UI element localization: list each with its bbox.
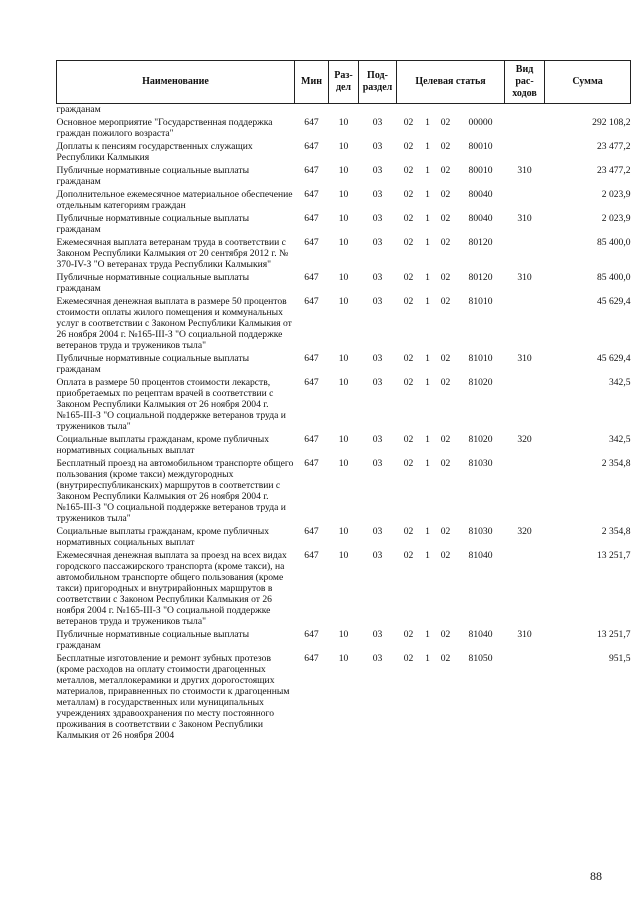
cell-target-subprogram: 1: [425, 296, 430, 307]
table-row: [57, 104, 631, 118]
table-header-row: [57, 61, 631, 104]
header-min: Мин: [295, 61, 329, 104]
cell-summa: 2 023,9: [601, 189, 631, 200]
table-row: [57, 213, 631, 237]
cell-razdel: 10: [338, 165, 349, 176]
table-row: [57, 629, 631, 653]
cell-razdel: 10: [338, 141, 349, 152]
cell-target-direction: 81050: [468, 653, 493, 664]
cell-min: 647: [304, 165, 319, 176]
cell-vid-rashodov: [505, 117, 545, 141]
cell-podrazdel: [359, 104, 397, 118]
cell-summa: 2 354,8: [601, 458, 631, 469]
cell-target-program: 02: [403, 629, 414, 640]
table-row: [57, 237, 631, 272]
cell-name: Основное мероприятие "Государственная поддержка граждан пожилого возраста": [56, 117, 273, 139]
cell-target-program: 02: [403, 213, 414, 224]
cell-min: 647: [304, 526, 319, 537]
table-row: [57, 141, 631, 165]
cell-podrazdel: 03: [372, 353, 383, 364]
cell-target-event: 02: [440, 213, 451, 224]
cell-target-program: 02: [403, 117, 414, 128]
cell-razdel: [329, 104, 359, 118]
cell-razdel: 10: [338, 117, 349, 128]
table-row: [57, 434, 631, 458]
cell-name: Ежемесячная денежная выплата за проезд на всех видах городского пассажирского транспорта (кроме такси), на автомобильном транспорте общего пользования (кроме такси) пригородных и внутрирайонных маршрутов в соответствии с Законом Республики Калмыкия от 26 ноября 2004 г. №165-III-З "О социальной поддержке ветеранов труда и тружеников тыла": [56, 550, 287, 627]
table-row: [57, 117, 631, 141]
cell-summa: 342,5: [608, 377, 631, 388]
cell-target-subprogram: 1: [425, 526, 430, 537]
cell-target-subprogram: 1: [425, 353, 430, 364]
cell-target-program: 02: [403, 458, 414, 469]
cell-target-direction: 81010: [468, 296, 493, 307]
cell-target-program: 02: [403, 237, 414, 248]
cell-target-direction: 80120: [468, 237, 493, 248]
cell-razdel: 10: [338, 458, 349, 469]
cell-vid-rashodov: 310: [517, 353, 532, 364]
cell-target-program: 02: [403, 141, 414, 152]
cell-target-subprogram: 1: [425, 629, 430, 640]
cell-vid-rashodov: [505, 550, 545, 629]
cell-vid-rashodov: [505, 296, 545, 353]
cell-target-program: 02: [403, 165, 414, 176]
cell-vid-rashodov: 310: [517, 629, 532, 640]
cell-summa: 45 629,4: [596, 353, 631, 364]
cell-target-direction: 81020: [468, 434, 493, 445]
cell-min: 647: [304, 117, 319, 128]
cell-vid-rashodov: [505, 653, 545, 743]
cell-target-subprogram: 1: [425, 653, 430, 664]
cell-podrazdel: 03: [372, 653, 383, 664]
table-row: [57, 296, 631, 353]
cell-target-program: [397, 104, 421, 118]
cell-razdel: 10: [338, 189, 349, 200]
cell-vid-rashodov: [505, 377, 545, 434]
table-row: [57, 458, 631, 526]
header-summa: Сумма: [545, 61, 631, 104]
cell-razdel: 10: [338, 526, 349, 537]
cell-min: 647: [304, 272, 319, 283]
cell-vid-rashodov: 310: [517, 165, 532, 176]
table-row: [57, 377, 631, 434]
cell-min: 647: [304, 353, 319, 364]
cell-target-subprogram: 1: [425, 189, 430, 200]
cell-target-subprogram: 1: [425, 434, 430, 445]
cell-target-direction: 81040: [468, 629, 493, 640]
cell-name: Публичные нормативные социальные выплаты гражданам: [56, 629, 250, 651]
cell-podrazdel: 03: [372, 272, 383, 283]
cell-vid-rashodov: 310: [517, 213, 532, 224]
cell-name: Бесплатные изготовление и ремонт зубных протезов (кроме расходов на оплату стоимости драгоценных металлов, металлокерамики и других дорогостоящих материалов, приравненных по стоимости к драгоценным металлам) в государственных или муниципальных учреждениях здравоохранения по месту постоянного проживания в соответствии с Законом Республики Калмыкия от 26 ноября 2004: [56, 653, 290, 741]
cell-podrazdel: 03: [372, 141, 383, 152]
cell-name: Ежемесячная денежная выплата в размере 50 процентов стоимости оплаты жилого помещения и коммунальных услуг в соответствии с Законом Республики Калмыкия от 26 ноября 2004 г. №165-III-З "О социальной поддержке ветеранов труда и тружеников тыла": [56, 296, 292, 351]
table-row: [57, 550, 631, 629]
cell-podrazdel: 03: [372, 213, 383, 224]
cell-target-program: 02: [403, 272, 414, 283]
cell-summa: 951,5: [608, 653, 631, 664]
cell-summa: 292 108,2: [592, 117, 631, 128]
cell-summa: 13 251,7: [596, 550, 631, 561]
page-number: 88: [590, 869, 602, 883]
table-row: [57, 189, 631, 213]
cell-vid-rashodov: [505, 189, 545, 213]
cell-target-event: 02: [440, 458, 451, 469]
cell-razdel: 10: [338, 653, 349, 664]
cell-vid-rashodov: [505, 237, 545, 272]
cell-target-program: 02: [403, 526, 414, 537]
cell-target-event: 02: [440, 296, 451, 307]
cell-vid-rashodov: [505, 141, 545, 165]
cell-target-event: 02: [440, 434, 451, 445]
cell-min: 647: [304, 296, 319, 307]
cell-razdel: 10: [338, 629, 349, 640]
header-razdel: Раз- дел: [329, 61, 359, 104]
cell-razdel: 10: [338, 213, 349, 224]
cell-target-direction: 80040: [468, 189, 493, 200]
cell-target-subprogram: 1: [425, 237, 430, 248]
cell-name: гражданам: [56, 104, 101, 115]
cell-razdel: 10: [338, 237, 349, 248]
cell-min: 647: [304, 213, 319, 224]
cell-min: 647: [304, 653, 319, 664]
cell-target-event: 02: [440, 141, 451, 152]
cell-podrazdel: 03: [372, 629, 383, 640]
cell-min: 647: [304, 237, 319, 248]
cell-target-event: 02: [440, 189, 451, 200]
cell-razdel: 10: [338, 377, 349, 388]
cell-podrazdel: 03: [372, 165, 383, 176]
table-row: [57, 653, 631, 743]
budget-table: [56, 60, 631, 743]
cell-podrazdel: 03: [372, 377, 383, 388]
cell-name: Доплаты к пенсиям государственных служащих Республики Калмыкия: [56, 141, 253, 163]
cell-target-program: 02: [403, 550, 414, 561]
cell-summa: 85 400,0: [596, 237, 631, 248]
cell-podrazdel: 03: [372, 117, 383, 128]
cell-summa: 13 251,7: [596, 629, 631, 640]
cell-min: [295, 104, 329, 118]
cell-target-program: 02: [403, 353, 414, 364]
cell-min: 647: [304, 629, 319, 640]
cell-target-subprogram: 1: [425, 458, 430, 469]
cell-target-program: 02: [403, 434, 414, 445]
cell-target-direction: 80040: [468, 213, 493, 224]
cell-target-event: 02: [440, 629, 451, 640]
cell-podrazdel: 03: [372, 189, 383, 200]
cell-target-subprogram: 1: [425, 141, 430, 152]
cell-podrazdel: 03: [372, 458, 383, 469]
cell-target-direction: 81030: [468, 526, 493, 537]
cell-target-subprogram: 1: [425, 377, 430, 388]
cell-target-direction: [457, 104, 505, 118]
cell-min: 647: [304, 458, 319, 469]
cell-vid-rashodov: 320: [517, 434, 532, 445]
cell-vid-rashodov: 320: [517, 526, 532, 537]
cell-target-subprogram: 1: [425, 165, 430, 176]
cell-razdel: 10: [338, 296, 349, 307]
header-tselevaya-statya: Целевая статья: [397, 61, 505, 104]
cell-vid-rashodov: 310: [517, 272, 532, 283]
header-vid-rashodov: Вид рас- ходов: [505, 61, 545, 104]
cell-target-event: 02: [440, 237, 451, 248]
cell-target-event: 02: [440, 117, 451, 128]
cell-podrazdel: 03: [372, 550, 383, 561]
header-name: Наименование: [57, 61, 295, 104]
cell-summa: 45 629,4: [596, 296, 631, 307]
cell-target-program: 02: [403, 189, 414, 200]
cell-min: 647: [304, 377, 319, 388]
cell-podrazdel: 03: [372, 296, 383, 307]
cell-target-event: 02: [440, 377, 451, 388]
cell-target-event: 02: [440, 526, 451, 537]
cell-name: Публичные нормативные социальные выплаты гражданам: [56, 213, 250, 235]
cell-vid-rashodov: [505, 458, 545, 526]
cell-target-direction: 81010: [468, 353, 493, 364]
cell-target-program: 02: [403, 296, 414, 307]
cell-summa: 23 477,2: [596, 141, 631, 152]
cell-target-subprogram: 1: [425, 213, 430, 224]
cell-name: Публичные нормативные социальные выплаты гражданам: [56, 165, 250, 187]
cell-summa: 85 400,0: [596, 272, 631, 283]
cell-summa: 342,5: [608, 434, 631, 445]
header-podrazdel: Под- раздел: [359, 61, 397, 104]
cell-name: Публичные нормативные социальные выплаты гражданам: [56, 353, 250, 375]
cell-target-event: [435, 104, 457, 118]
cell-name: Социальные выплаты гражданам, кроме публичных нормативных социальных выплат: [56, 434, 270, 456]
cell-min: 647: [304, 189, 319, 200]
cell-target-direction: 81030: [468, 458, 493, 469]
cell-name: Ежемесячная выплата ветеранам труда в соответствии с Законом Республики Калмыкия от 20 сентября 2012 г. № 370-IV-З "О ветеранах труда Республики Калмыкия": [56, 237, 289, 270]
cell-target-program: 02: [403, 653, 414, 664]
cell-razdel: 10: [338, 434, 349, 445]
cell-min: 647: [304, 550, 319, 561]
cell-target-direction: 80120: [468, 272, 493, 283]
cell-target-event: 02: [440, 653, 451, 664]
cell-target-subprogram: 1: [425, 117, 430, 128]
cell-target-subprogram: 1: [425, 550, 430, 561]
cell-summa: 2 354,8: [601, 526, 631, 537]
cell-name: Оплата в размере 50 процентов стоимости лекарств, приобретаемых по рецептам врачей в соответствии с Законом Республики Калмыкия от 26 ноября 2004 г. №165-III-З "О социальной поддержке ветеранов труда и тружеников тыла": [56, 377, 286, 432]
cell-target-program: 02: [403, 377, 414, 388]
cell-name: Бесплатный проезд на автомобильном транспорте общего пользования (кроме такси) междугородных (внутриреспубликанских) маршрутов в соответствии с Законом Республики Калмыкия от 26 ноября 2004 г. №165-III-З "О социальной поддержке ветеранов труда и тружеников тыла": [56, 458, 294, 524]
cell-name: Публичные нормативные социальные выплаты гражданам: [56, 272, 250, 294]
cell-target-subprogram: [421, 104, 435, 118]
table-row: [57, 353, 631, 377]
cell-target-direction: 81020: [468, 377, 493, 388]
table-row: [57, 272, 631, 296]
table-row: [57, 526, 631, 550]
cell-razdel: 10: [338, 550, 349, 561]
cell-podrazdel: 03: [372, 526, 383, 537]
cell-min: 647: [304, 141, 319, 152]
cell-target-direction: 80010: [468, 165, 493, 176]
cell-razdel: 10: [338, 353, 349, 364]
cell-summa: [545, 104, 631, 118]
cell-name: Социальные выплаты гражданам, кроме публичных нормативных социальных выплат: [56, 526, 270, 548]
budget-page: [56, 60, 630, 743]
cell-target-event: 02: [440, 550, 451, 561]
cell-podrazdel: 03: [372, 237, 383, 248]
cell-summa: 2 023,9: [601, 213, 631, 224]
cell-target-direction: 00000: [468, 117, 493, 128]
cell-min: 647: [304, 434, 319, 445]
cell-target-direction: 81040: [468, 550, 493, 561]
cell-podrazdel: 03: [372, 434, 383, 445]
cell-target-direction: 80010: [468, 141, 493, 152]
cell-target-event: 02: [440, 353, 451, 364]
cell-target-event: 02: [440, 272, 451, 283]
table-body: [57, 104, 631, 744]
cell-target-event: 02: [440, 165, 451, 176]
cell-razdel: 10: [338, 272, 349, 283]
cell-summa: 23 477,2: [596, 165, 631, 176]
table-row: [57, 165, 631, 189]
cell-name: Дополнительное ежемесячное материальное обеспечение отдельным категориям граждан: [56, 189, 293, 211]
cell-vid-rashodov: [505, 104, 545, 118]
cell-target-subprogram: 1: [425, 272, 430, 283]
